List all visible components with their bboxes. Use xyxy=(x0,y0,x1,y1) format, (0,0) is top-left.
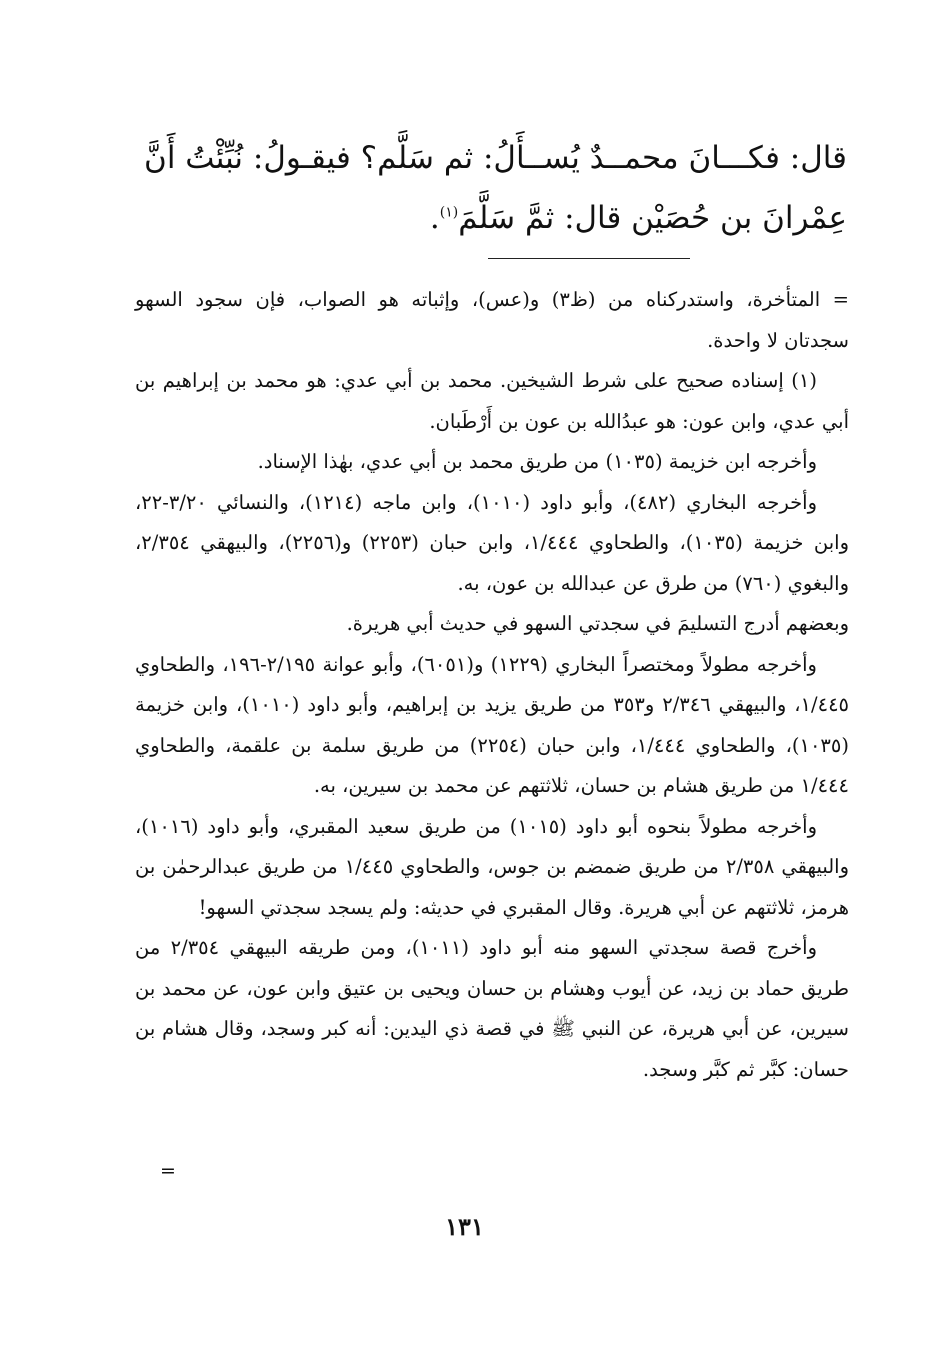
page-number: ١٣١ xyxy=(445,1212,484,1241)
continuation-marker: = xyxy=(160,1160,176,1182)
footnote-reference: (١) xyxy=(439,204,459,221)
footnote-paragraph: وأخرج قصة سجدتي السهو منه أبو داود (١٠١١)، ومن طريقه البيهقي ٢/٣٥٤ من طريق حماد بن زيد، عن أيوب وهشام بن حسان ويحيى بن عتيق وابن عون، عن محمد بن سيرين، عن أبي هريرة، عن النبي ﷺ في قصة ذي اليدين: أنه كبر وسجد، وقال هشام بن حسان: كبَّر ثم كبَّر وسجد. xyxy=(135,936,849,1081)
footnote-paragraph: (١) إسناده صحيح على شرط الشيخين. محمد بن أبي عدي: هو محمد بن إبراهيم بن أبي عدي، وابن عون: هو عبدُالله بن عون بن أَرْطَبان. xyxy=(135,369,849,433)
main-text-line-2-body: عِمْرانَ بن حُصَيْن قال: ثمَّ سَلَّمَ xyxy=(458,200,847,236)
footnote-paragraph: وبعضهم أدرج التسليمَ في سجدتي السهو في حديث أبي هريرة. xyxy=(346,612,849,635)
main-text xyxy=(135,128,847,248)
footnote-paragraph: وأخرجه ابن خزيمة (١٠٣٥) من طريق محمد بن أبي عدي، بهٰذا الإسناد. xyxy=(257,450,817,473)
footnote-paragraph: وأخرجه مطولاً بنحوه أبو داود (١٠١٥) من طريق سعيد المقبري، وأبو داود (١٠١٦)، والبيهقي ٢/٣٥٨ من طريق ضمضم بن جوس، والطحاوي ١/٤٤٥ من طريق عبدالرحمٰن بن هرمز، ثلاثتهم عن أبي هريرة. وقال المقبري في حديثه: ولم يسجد سجدتي السهو! xyxy=(135,814,849,919)
main-text-line-1: قال: فكـــانَ محمــدٌ يُســأَلُ: ثم سَلَّم؟ فيقـولُ: نُبِّئْتُ أَنَّ xyxy=(144,140,847,176)
main-text-line-2-end: . xyxy=(429,200,440,236)
footnote-paragraph: وأخرجه مطولاً ومختصراً البخاري (١٢٢٩) و(٦٠٥١)، وأبو عوانة ٢/١٩٥-١٩٦، والطحاوي ١/٤٤٥، والبيهقي ٢/٣٤٦ و٣٥٣ من طريق يزيد بن إبراهيم، وأبو داود (١٠١٠)، وابن خزيمة (١٠٣٥)، والطحاوي ١/٤٤٤، وابن حبان (٢٢٥٤) من طريق سلمة بن علقمة، والطحاوي ١/٤٤٤ من طريق هشام بن حسان، ثلاثتهم عن محمد بن سيرين، به. xyxy=(135,652,850,797)
footnotes xyxy=(135,280,849,1090)
footnote-continuation: = المتأخرة، واستدركناه من (ظ٣) و(عس)، وإثباته هو الصواب، فإن سجود السهو سجدتان لا واحدة. xyxy=(135,288,849,352)
main-text-line-2 xyxy=(135,188,847,248)
footnote-paragraph: وأخرجه البخاري (٤٨٢)، وأبو داود (١٠١٠)، وابن ماجه (١٢١٤)، والنسائي ٣/٢٠-٢٢، وابن خزيمة (١٠٣٥)، والطحاوي ١/٤٤٤، وابن حبان (٢٢٥٣) و(٢٢٥٦)، والبيهقي ٢/٣٥٤، والبغوي (٧٦٠) من طرق عن عبدالله بن عون، به. xyxy=(135,490,849,595)
footnote-divider xyxy=(488,258,690,259)
